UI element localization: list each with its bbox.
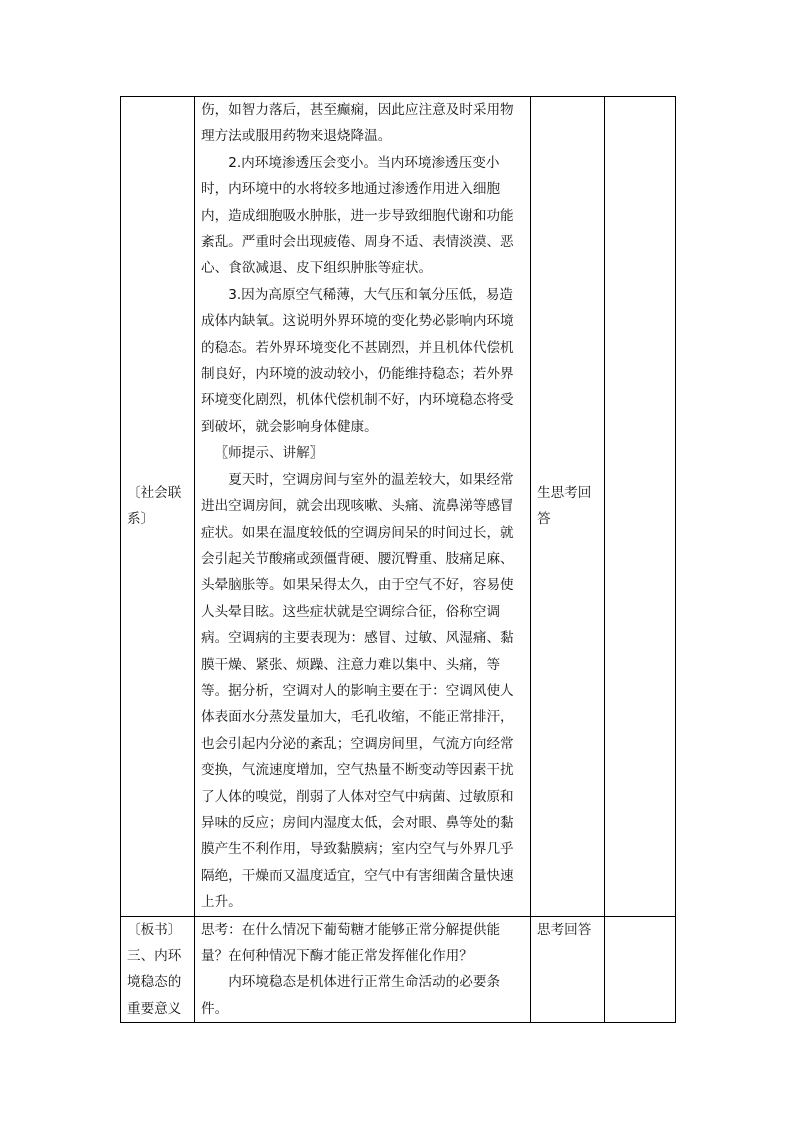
content-cell <box>195 916 531 1023</box>
content-heading: 〖师提示、讲解〗 <box>214 445 324 462</box>
content-cell <box>195 97 531 917</box>
notes-cell <box>605 916 676 1023</box>
content-paragraph: 内环境稳态是机体进行正常生命活动的必要条件。 <box>201 974 501 1017</box>
content-paragraph: 思考：在什么情况下葡萄糖才能够正常分解提供能量？在何种情况下酶才能正常发挥催化作用？ <box>201 921 501 964</box>
content-paragraph: 2.内环境渗透压会变小。当内环境渗透压变小时，内环境中的水将较多地通过渗透作用进入细胞内，造成细胞吸水肿胀，进一步导致细胞代谢和功能紊乱。严重时会出现疲倦、周身不适、表情淡漠、恶心、食欲减退、皮下组织肿胀等症状。 <box>201 154 514 277</box>
table-row <box>121 97 676 917</box>
content-paragraph: 伤，如智力落后，甚至癫痫，因此应注意及时采用物理方法或服用药物来退烧降温。 <box>201 102 514 145</box>
lesson-plan-table <box>120 96 676 1023</box>
section-label: 〔社会联系〕 <box>127 484 182 528</box>
student-activity: 生思考回答 <box>537 484 592 528</box>
section-label-cell <box>121 97 195 917</box>
student-activity-cell <box>531 97 605 917</box>
section-label-cell <box>121 916 195 1023</box>
content-paragraph: 夏天时，空调房间与室外的温差较大，如果经常进出空调房间，就会出现咳嗽、头痛、流鼻涕等感冒症状。如果在温度较低的空调房间呆的时间过长，就会引起关节酸痛或颈僵背硬、腰沉臀重、肢痛足麻、头晕脑胀等。如果呆得太久，由于空气不好，容易使人头晕目眩。这些症状就是空调综合征，俗称空调病。空调病的主要表现为：感冒、过敏、风湿痛、黏膜干燥、紧张、烦躁、注意力难以集中、头痛，等等。据分析，空调对人的影响主要在于：空调风使人体表面水分蒸发量加大，毛孔收缩，不能正常排汗，也会引起内分泌的紊乱；空调房间里，气流方向经常变换，气流速度增加，空气热量不断变动等因素干扰了人体的嗅觉，削弱了人体对空气中病菌、过敏原和异味的反应；房间内湿度太低，会对眼、鼻等处的黏膜产生不利作用，导致黏膜病；室内空气与外界几乎隔绝，干燥而又温度适宜，空气中有害细菌含量快速上升。 <box>201 471 514 911</box>
student-activity: 思考回答 <box>537 921 592 938</box>
student-activity-cell <box>531 916 605 1023</box>
section-label: 〔板书〕三、内环境稳态的重要意义 <box>127 921 182 1017</box>
table-row <box>121 916 676 1023</box>
notes-cell <box>605 97 676 917</box>
content-paragraph: 3.因为高原空气稀薄，大气压和氧分压低，易造成体内缺氧。这说明外界环境的变化势必影响内环境的稳态。若外界环境变化不甚剧烈，并且机体代偿机制良好，内环境的波动较小，仍能维持稳态；若外界环境变化剧烈，机体代偿机制不好，内环境稳态将受到破坏，就会影响身体健康。 <box>201 286 514 435</box>
